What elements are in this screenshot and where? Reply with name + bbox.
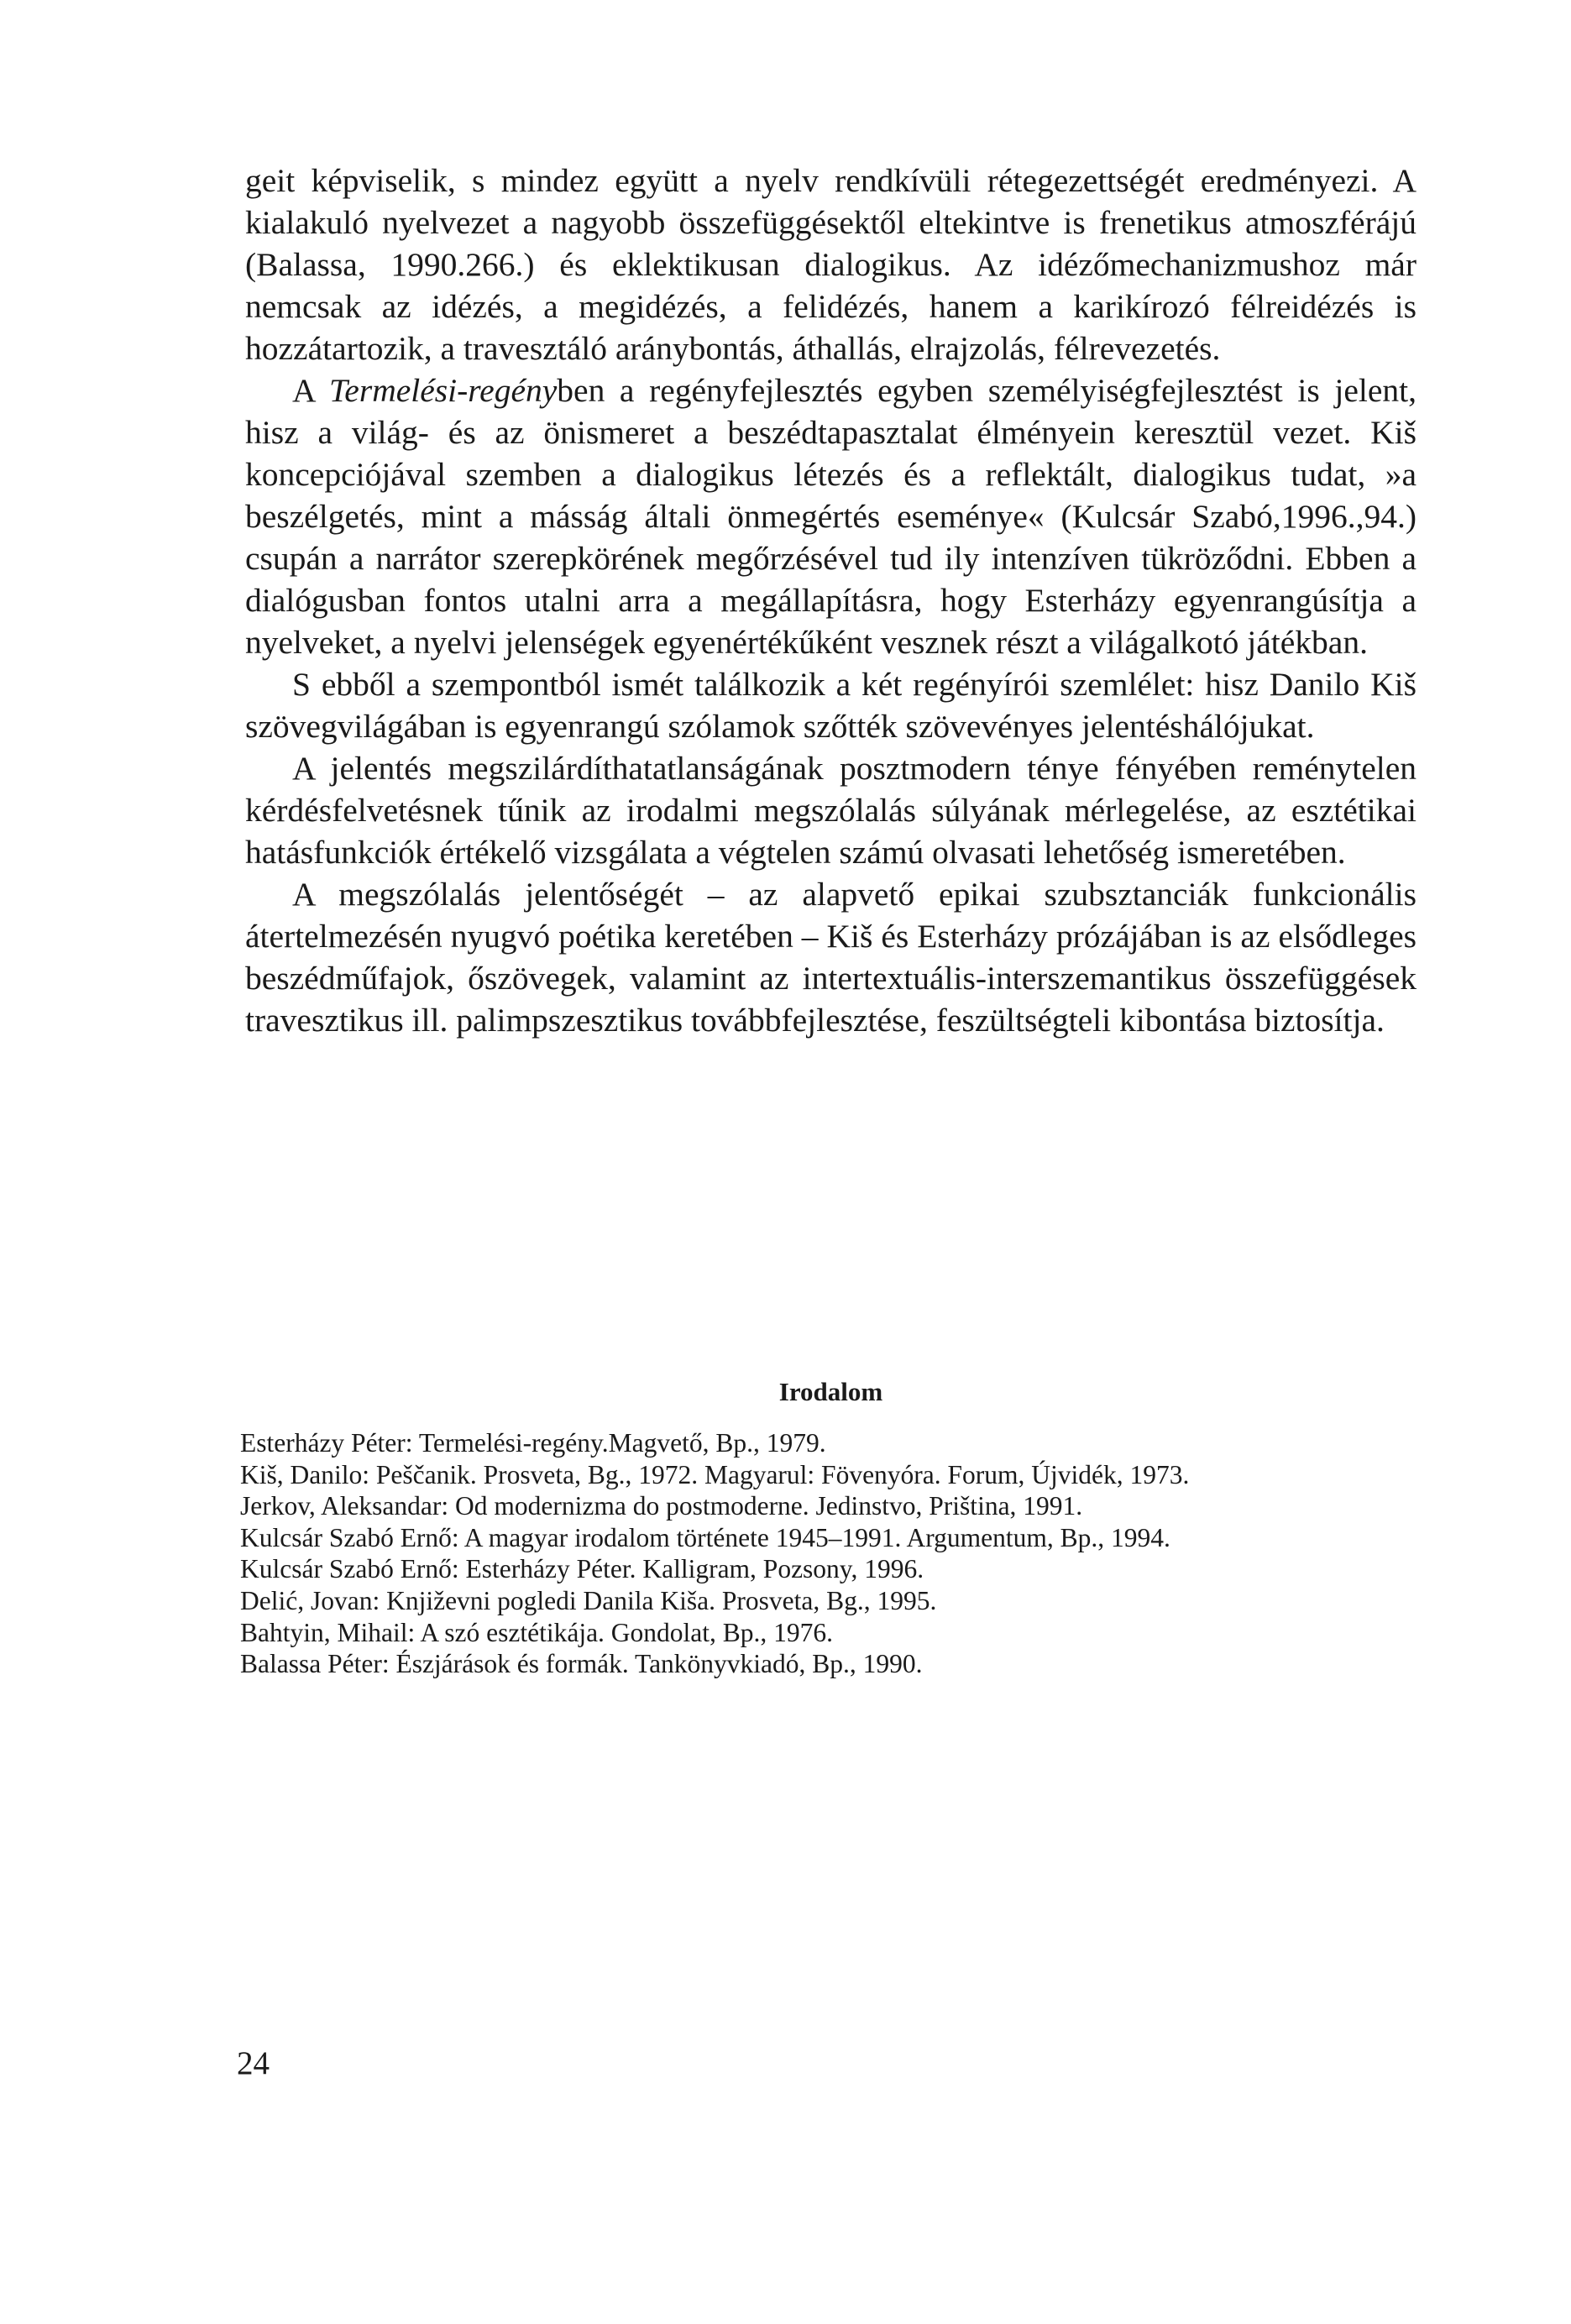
body-text <box>245 160 1417 1041</box>
reference-item: Kulcsár Szabó Ernő: Esterházy Péter. Kalligram, Pozsony, 1996. <box>240 1554 924 1584</box>
reference-item: Esterházy Péter: Termelési-regény.Magvető, Bp., 1979. <box>240 1428 826 1458</box>
paragraph-5: A megszólalás jelentőségét – az alapvető epikai szubsztanciák funkcionális átertelmezésén nyugvó poétika keretében – Kiš és Esterházy prózájában is az elsődleges beszédműfajok, őszövegek, valamint az intertextuális-interszemantikus összefüggések travesztikus ill. palimpszesztikus továbbfejlesztése, feszültségteli kibontása biztosítja. <box>245 876 1417 1039</box>
references-list <box>240 1427 1432 1680</box>
paragraph-4: A jelentés megszilárdíthatatlanságának posztmodern ténye fényében reménytelen kérdésfelvetésnek tűnik az irodalmi megszólalás súlyának mérlegelése, az esztétikai hatásfunkciók értékelő vizsgálata a végtelen számú olvasati lehetőség ismeretében. <box>245 750 1417 871</box>
reference-item: Kiš, Danilo: Peščanik. Prosveta, Bg., 1972. Magyarul: Fövenyóra. Forum, Újvidék, 1973. <box>240 1459 1190 1489</box>
paragraph-1: geit képviselik, s mindez együtt a nyelv rendkívüli rétegezettségét eredményezi. A kialakuló nyelvezet a nagyobb összefüggésektől eltekintve is frenetikus atmoszférájú (Balassa, 1990.266.) és eklektikusan dialogikus. Az idézőmechanizmushoz már nemcsak az idézés, a megidézés, a felidézés, hanem a karikírozó félreidézés is hozzátartozik, a travesztáló aránybontás, áthallás, elrajzolás, félrevezetés. <box>245 162 1417 367</box>
paragraph-2-body: ben a regényfejlesztés egyben személyiségfejlesztést is jelent, hisz a világ- és az önismeret a beszédtapasztalat élményein keresztül vezet. Kiš koncepciójával szemben a dialogikus létezés és a reflektált, dialogikus tudat, »a beszélgetés, mint a másság általi önmegértés eseménye« (Kulcsár Szabó,1996.,94.) csupán a narrátor szerepkörének megőrzésével tud ily intenzíven tükröződni. Ebben a dialógusban fontos utalni arra a megállapításra, hogy Esterházy egyenrangúsítja a nyelveket, a nyelvi jelenségek egyenértékűként vesznek részt a világalkotó játékban. <box>245 372 1417 661</box>
reference-item: Jerkov, Aleksandar: Od modernizma do postmoderne. Jedinstvo, Priština, 1991. <box>240 1491 1083 1521</box>
page-number: 24 <box>237 2045 270 2081</box>
references-heading: Irodalom <box>778 1377 883 1406</box>
book-title-italic: Termelési-regény <box>328 372 558 409</box>
reference-item: Delić, Jovan: Književni pogledi Danila Kiša. Prosveta, Bg., 1995. <box>240 1585 937 1615</box>
paragraph-3: S ebből a szempontból ismét találkozik a két regényírói szemlélet: hisz Danilo Kiš szövegvilágában is egyenrangú szólamok szőtték szövevényes jelentéshálójukat. <box>245 666 1417 745</box>
reference-item: Bahtyin, Mihail: A szó esztétikája. Gondolat, Bp., 1976. <box>240 1617 834 1647</box>
paragraph-2 <box>245 369 1417 663</box>
reference-item: Kulcsár Szabó Ernő: A magyar irodalom története 1945–1991. Argumentum, Bp., 1994. <box>240 1522 1170 1552</box>
paragraph-2-lead: A <box>292 372 329 409</box>
reference-item: Balassa Péter: Észjárások és formák. Tankönyvkiadó, Bp., 1990. <box>240 1649 923 1679</box>
